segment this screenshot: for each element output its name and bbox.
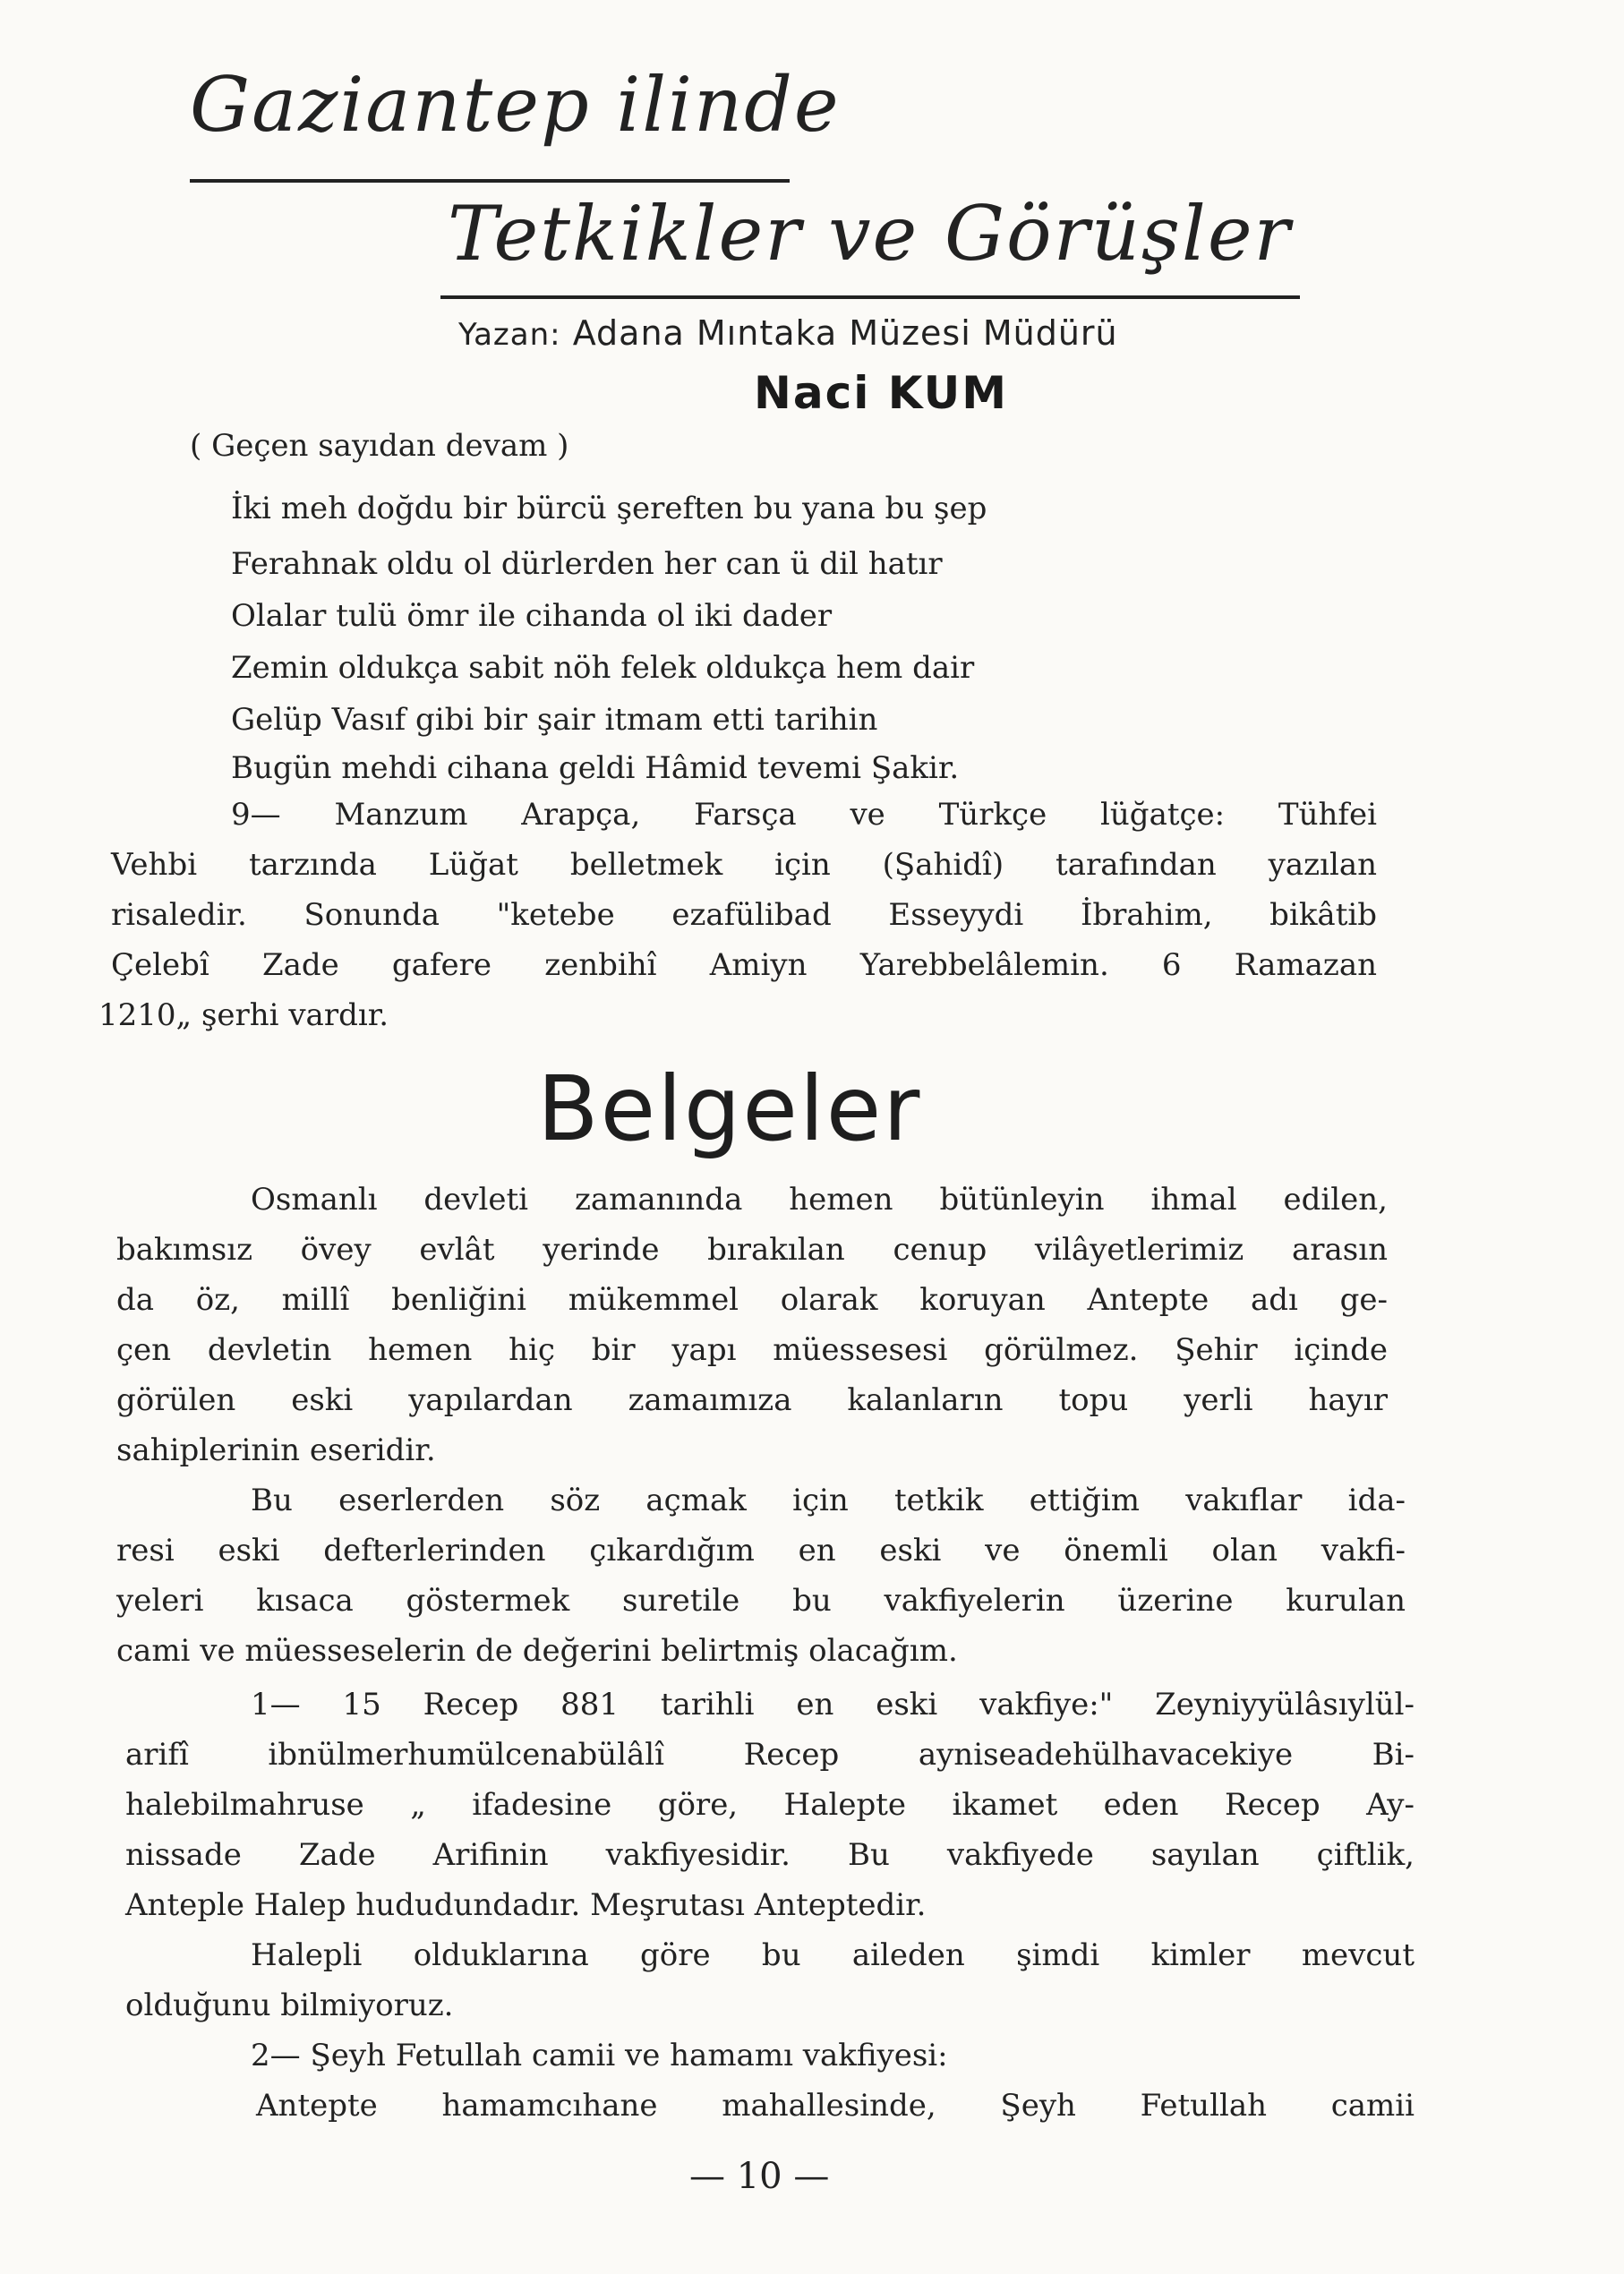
title-line-1: Gaziantep ilinde: [190, 61, 841, 149]
paragraph-line: olduğunu bilmiyoruz.: [125, 1988, 454, 2023]
paragraph-line: 2— Şeyh Fetullah camii ve hamamı vakfiyesi:: [251, 2038, 948, 2073]
byline-prefix: Yazan:: [458, 317, 561, 353]
poem-line: İki meh doğdu bir bürcü şereften bu yana bu şep: [231, 491, 987, 526]
paragraph-line: Anteple Halep hududundadır. Meşrutası Anteptedir.: [125, 1887, 927, 1923]
paragraph-line: 1210„ şerhi vardır.: [98, 997, 389, 1033]
paragraph-line: da öz, millî benliğini mükemmel olarak koruyan Antepte adı ge-: [116, 1282, 1388, 1318]
paragraph-line: Çelebî Zade gafere zenbihî Amiyn Yarebbelâlemin. 6 Ramazan: [111, 947, 1377, 983]
paragraph-line: sahiplerinin eseridir.: [116, 1432, 436, 1468]
paragraph-line: 9— Manzum Arapça, Farsça ve Türkçe lüğatçe: Tühfei: [231, 797, 1377, 833]
paragraph-line: arifî ibnülmerhumülcenabülâlî Recep ayniseadehülhavacekiye Bi-: [125, 1737, 1415, 1773]
paragraph-line: Bu eserlerden söz açmak için tetkik ettiğim vakıflar ida-: [251, 1483, 1406, 1518]
poem-line: Ferahnak oldu ol dürlerden her can ü dil hatır: [231, 546, 943, 582]
paragraph-line: Halepli olduklarına göre bu aileden şimdi kimler mevcut: [251, 1937, 1415, 1973]
poem-line: Olalar tulü ömr ile cihanda ol iki dader: [231, 598, 833, 634]
section-title: Belgeler: [537, 1056, 922, 1161]
title-underline-2: [440, 295, 1300, 299]
paragraph-line: bakımsız övey evlât yerinde bırakılan cenup vilâyetlerimiz arasın: [116, 1232, 1388, 1268]
page-number: — 10 —: [689, 2156, 830, 2197]
paragraph-line: nissade Zade Arifinin vakfiyesidir. Bu vakfiyede sayılan çiftlik,: [125, 1837, 1415, 1873]
poem-line: Bugün mehdi cihana geldi Hâmid tevemi Şakir.: [231, 750, 960, 786]
paragraph-line: görülen eski yapılardan zamaımıza kalanların topu yerli hayır: [116, 1382, 1388, 1418]
byline: [458, 313, 1118, 353]
paragraph-line: cami ve müesseselerin de değerini belirtmiş olacağım.: [116, 1633, 958, 1669]
poem-line: Gelüp Vasıf gibi bir şair itmam etti tarihin: [231, 702, 878, 738]
title-line-2: Tetkikler ve Görüşler: [448, 190, 1292, 278]
byline-role: Adana Mıntaka Müzesi Müdürü: [572, 313, 1118, 353]
poem-line: Zemin oldukça sabit nöh felek oldukça hem dair: [231, 650, 975, 686]
paragraph-line: Vehbi tarzında Lüğat belletmek için (Şahidî) tarafından yazılan: [111, 847, 1377, 883]
paragraph-line: çen devletin hemen hiç bir yapı müessesesi görülmez. Şehir içinde: [116, 1332, 1388, 1368]
paragraph-line: risaledir. Sonunda "ketebe ezafülibad Esseyydi İbrahim, bikâtib: [111, 897, 1377, 933]
paragraph-line: Antepte hamamcıhane mahallesinde, Şeyh Fetullah camii: [256, 2088, 1415, 2124]
paragraph-line: halebilmahruse „ ifadesine göre, Halepte ikamet eden Recep Ay-: [125, 1787, 1415, 1823]
paragraph-line: yeleri kısaca göstermek suretile bu vakfiyelerin üzerine kurulan: [116, 1583, 1406, 1619]
paragraph-line: Osmanlı devleti zamanında hemen bütünleyin ihmal edilen,: [251, 1182, 1388, 1218]
paragraph-line: 1— 15 Recep 881 tarihli en eski vakfiye:" Zeyniyyülâsıylül-: [251, 1687, 1415, 1723]
paragraph-line: resi eski defterlerinden çıkardığım en eski ve önemli olan vakfi-: [116, 1533, 1406, 1569]
continuation-note: ( Geçen sayıdan devam ): [190, 428, 569, 464]
title-underline-1: [190, 179, 790, 183]
author-name: Naci KUM: [754, 367, 1008, 419]
